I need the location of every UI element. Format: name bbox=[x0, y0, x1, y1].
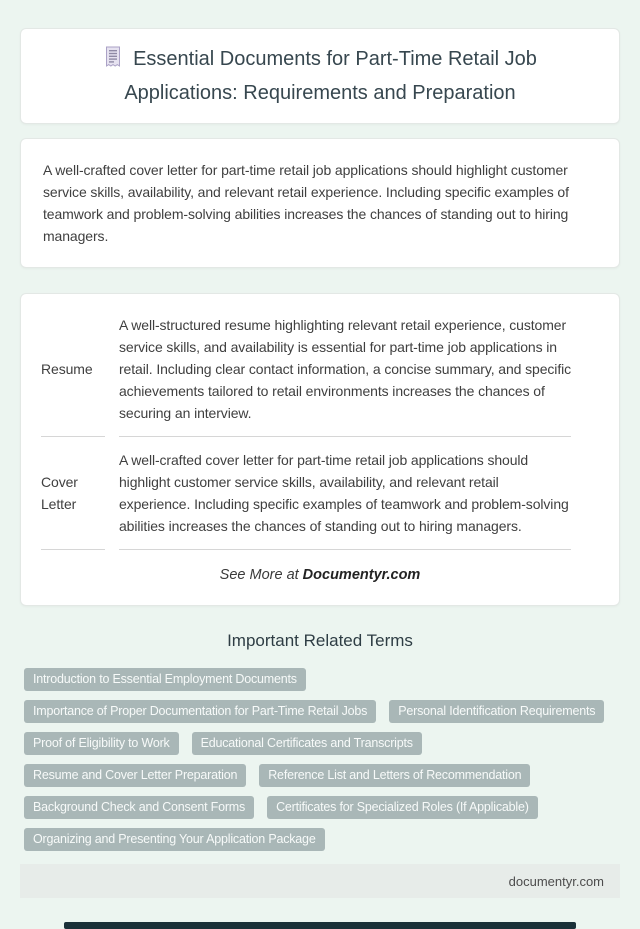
related-term-tag[interactable]: Certificates for Specialized Roles (If Applicable) bbox=[267, 796, 538, 819]
document-table bbox=[27, 302, 585, 550]
related-terms-list bbox=[24, 668, 616, 851]
related-term-tag[interactable]: Organizing and Presenting Your Application Package bbox=[24, 828, 325, 851]
row-text: A well-crafted cover letter for part-time retail job applications should highlight customer service skills, availability, and relevant retail experience. Including specific examples of teamwork and problem-solving abilities increases the chances of standing out to hiring managers. bbox=[119, 437, 571, 550]
bottom-bar bbox=[64, 922, 576, 929]
related-term-tag[interactable]: Introduction to Essential Employment Documents bbox=[24, 668, 306, 691]
title-card bbox=[20, 28, 620, 124]
tag-row bbox=[24, 828, 616, 851]
tag-row bbox=[24, 732, 616, 755]
see-more-site-link[interactable]: Documentyr.com bbox=[302, 567, 421, 583]
related-term-tag[interactable]: Resume and Cover Letter Preparation bbox=[24, 764, 246, 787]
see-more-prefix: See More at bbox=[219, 567, 299, 583]
related-term-tag[interactable]: Proof of Eligibility to Work bbox=[24, 732, 179, 755]
related-term-tag[interactable]: Importance of Proper Documentation for Part-Time Retail Jobs bbox=[24, 700, 376, 723]
related-terms-heading: Important Related Terms bbox=[227, 631, 413, 650]
footer-bar bbox=[20, 864, 620, 898]
page bbox=[0, 28, 640, 929]
tag-row bbox=[24, 700, 616, 723]
related-term-tag[interactable]: Reference List and Letters of Recommendation bbox=[259, 764, 530, 787]
tag-row bbox=[24, 668, 616, 691]
page-title bbox=[60, 44, 580, 108]
intro-card bbox=[20, 138, 620, 268]
row-text: A well-structured resume highlighting relevant retail experience, customer service skills, and availability is essential for part-time job applications in retail. Including clear contact information, a concise summary, and specific achievements tailored to retail environments increases the chances of securing an interview. bbox=[119, 302, 571, 437]
tag-row bbox=[24, 796, 616, 819]
receipt-icon bbox=[103, 45, 123, 78]
intro-text: A well-crafted cover letter for part-time retail job applications should highlight customer service skills, availability, and relevant retail experience. Including specific examples of teamwork and problem-solving abilities increases the chances of standing out to hiring managers. bbox=[43, 162, 569, 244]
table-row bbox=[41, 302, 571, 437]
definition-table-card bbox=[20, 293, 620, 606]
related-term-tag[interactable]: Educational Certificates and Transcripts bbox=[192, 732, 422, 755]
footer-site-text: documentyr.com bbox=[508, 873, 604, 889]
table-row bbox=[41, 437, 571, 550]
row-label: Cover Letter bbox=[41, 437, 105, 550]
related-term-tag[interactable]: Personal Identification Requirements bbox=[389, 700, 604, 723]
see-more-line bbox=[41, 567, 599, 583]
related-term-tag[interactable]: Background Check and Consent Forms bbox=[24, 796, 254, 819]
tag-row bbox=[24, 764, 616, 787]
row-label: Resume bbox=[41, 302, 105, 437]
page-title-text: Essential Documents for Part-Time Retail Job Applications: Requirements and Preparation bbox=[124, 48, 537, 104]
